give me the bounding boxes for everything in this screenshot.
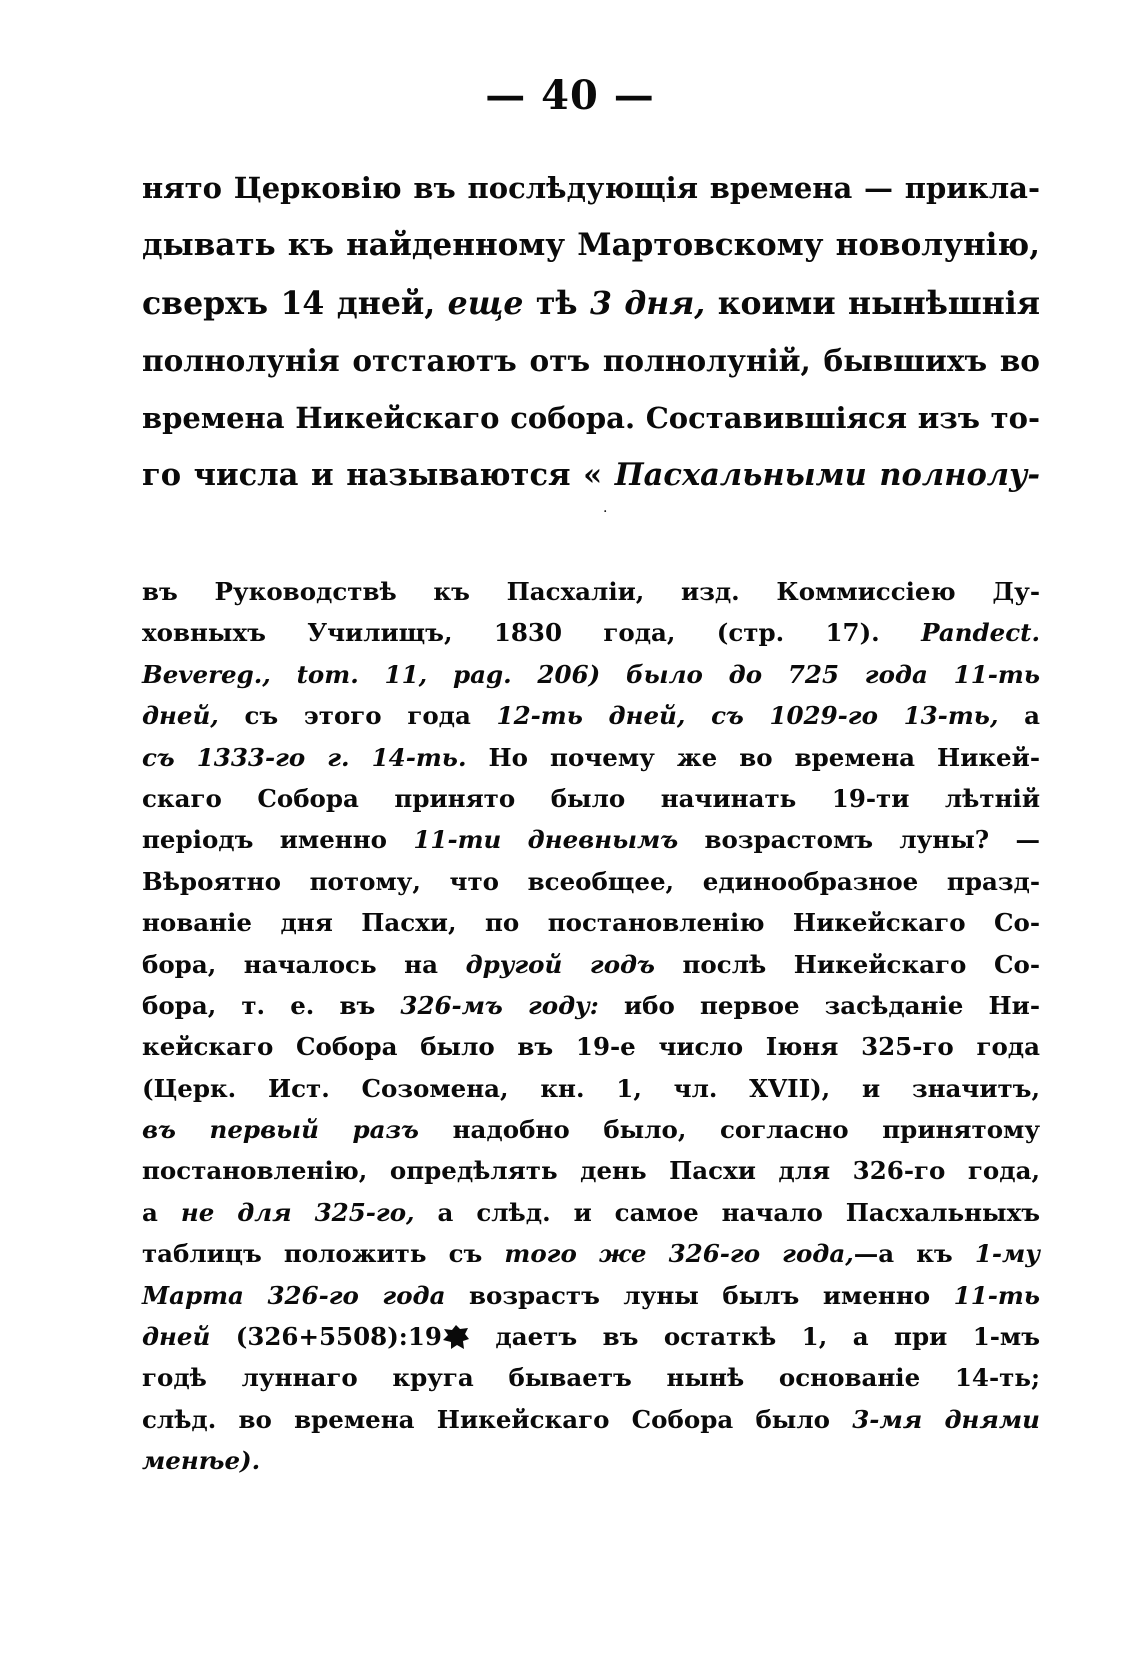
footnote-line: въ Руководствѣ къ Пасхаліи, изд. Коммиссіею Ду-: [142, 577, 1040, 606]
italic-run: Pandect.: [921, 618, 1040, 648]
text-run: надобно было, согласно принятому: [418, 1115, 1041, 1145]
text-line: полнолунія отстаютъ отъ полнолуній, бывшихъ во: [142, 343, 1040, 379]
text-run: (326+5508):19: [210, 1322, 442, 1352]
text-run: Но почему же во времена Никей-: [466, 742, 1040, 772]
text-line: дывать къ найденному Мартовскому новолунію,: [142, 227, 1040, 264]
italic-run: того же 326-го года,: [504, 1239, 854, 1269]
text-line: нято Церковію въ послѣдующія времена — прикла-: [142, 171, 1040, 205]
footnote-line: кейскаго Собора было въ 19-е число Іюня 325-го года: [142, 1032, 1040, 1062]
italic-run: 11-ти дневнымъ: [413, 825, 679, 855]
italic-run: еще: [447, 284, 524, 322]
footnote: [142, 571, 1040, 1482]
text-run: послѣ Никейскаго Со-: [654, 949, 1040, 979]
footnote-line: Вѣроятно потому, что всеобщее, единообразное празд-: [142, 866, 1040, 896]
footnote-line: [142, 985, 1040, 1026]
text-run: тѣ: [523, 284, 591, 322]
italic-run: Bevereg., tom. 11, pag. 206): [142, 659, 601, 689]
footnote-line: [142, 819, 1040, 860]
text-run: а: [142, 1197, 181, 1227]
italic-run: 1-му: [974, 1239, 1041, 1269]
italic-run: 326-мъ году:: [400, 990, 599, 1020]
text-run: періодъ именно: [142, 825, 414, 855]
italic-run: другой годъ: [465, 949, 655, 979]
text-run: а: [998, 701, 1041, 731]
text-run: [685, 701, 711, 730]
footnote-line: [142, 654, 1040, 695]
italic-run: Пасхальными полнолу-: [614, 456, 1041, 493]
italic-run: съ 1333-го г. 14-ть.: [142, 742, 467, 772]
text-run: даетъ въ остаткѣ 1, а при 1-мъ: [469, 1322, 1040, 1352]
text-run: коими нынѣшнія: [705, 284, 1040, 322]
italic-run: Марта 326-го года: [142, 1280, 446, 1310]
footnote-line: [142, 737, 1040, 778]
footnote-line: [142, 944, 1040, 985]
footnote-line: [142, 1316, 1040, 1357]
text-run: возрастъ луны былъ именно: [445, 1280, 954, 1310]
footnote-line: [142, 1399, 1040, 1440]
italic-run: 12-ть дней,: [496, 701, 686, 731]
text-run: го числа и называются «: [142, 456, 615, 493]
text-run: сверхъ 14 дней,: [142, 284, 448, 322]
separator-mark: ·: [603, 504, 608, 520]
footnote-line: нованіе дня Пасхи, по постановленію Никейскаго Со-: [142, 908, 1040, 938]
italic-run: дней,: [142, 701, 219, 731]
footnote-line: (Церк. Ист. Созомена, кн. 1, чл. XVII), и значитъ,: [142, 1073, 1040, 1103]
text-run: бора, началось на: [142, 949, 466, 979]
text-line: [142, 275, 1040, 332]
italic-run: не для 325-го,: [180, 1197, 415, 1227]
main-text: [142, 160, 1040, 504]
text-run: —а къ: [853, 1239, 975, 1269]
italic-run: дней: [142, 1322, 211, 1352]
footnote-line: [142, 1233, 1040, 1274]
text-line: времена Никейскаго собора. Составившіяся изъ то-: [142, 400, 1040, 435]
text-run: съ этого года: [218, 701, 497, 731]
footnote-line: [142, 1192, 1040, 1233]
footnote-line: [142, 1275, 1040, 1316]
text-run: ибо первое засѣданіе Ни-: [598, 990, 1040, 1020]
footnote-line: [142, 1109, 1040, 1150]
text-run: слѣд. во времена Никейскаго Собора было: [142, 1404, 853, 1434]
text-run: таблицъ положить съ: [142, 1239, 505, 1269]
italic-run: 3-мя днями: [852, 1404, 1040, 1434]
italic-run: было до 725 года 11-ть: [600, 659, 1040, 689]
italic-run: 11-ть: [953, 1280, 1041, 1310]
text-run: ховныхъ Училищъ, 1830 года, (стр. 17).: [142, 618, 922, 648]
footnote-line: [142, 695, 1040, 736]
footnote-line: [142, 1440, 1040, 1481]
text-run: возрастомъ луны? —: [678, 825, 1040, 855]
footnote-line: скаго Собора принято было начинать 19-ти лѣтній: [142, 783, 1040, 813]
italic-run: съ 1029-го 13-ть,: [711, 701, 999, 731]
footnote-line: постановленію, опредѣлять день Пасхи для 326-го года,: [142, 1156, 1040, 1186]
ink-blot: [442, 1324, 470, 1350]
text-run: а слѣд. и самое начало Пасхальныхъ: [414, 1197, 1041, 1227]
text-line: [142, 447, 1040, 504]
footnote-line: [142, 612, 1040, 653]
italic-run: 3 дня,: [590, 284, 706, 322]
page-number: — 40 —: [485, 72, 655, 119]
text-run: бора, т. е. въ: [142, 990, 401, 1020]
italic-run: менѣе).: [142, 1446, 261, 1476]
italic-run: въ первый разъ: [142, 1115, 419, 1145]
footnote-line: годѣ луннаго круга бываетъ нынѣ основаніе 14-ть;: [142, 1363, 1040, 1393]
